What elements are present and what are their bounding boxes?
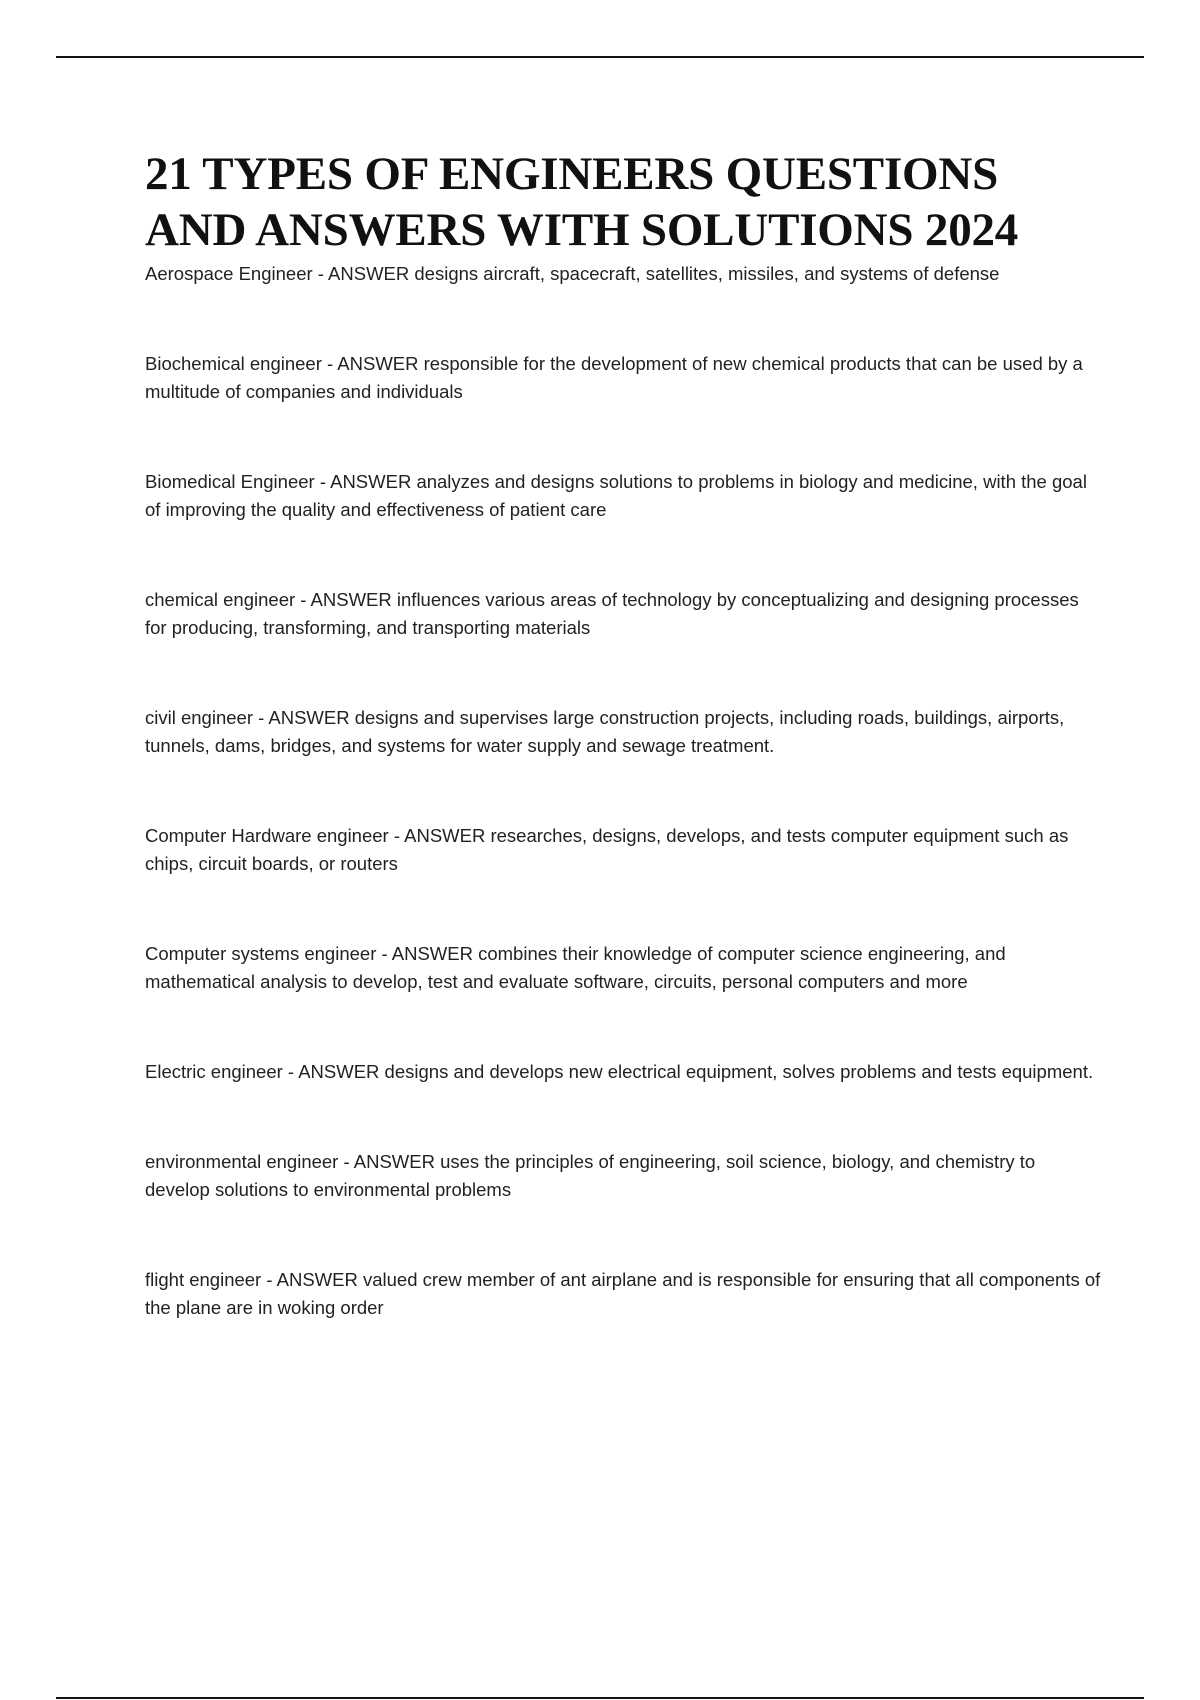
qa-item: Electric engineer - ANSWER designs and develops new electrical equipment, solves problems and tests equipment. — [145, 1061, 1094, 1082]
document-title — [145, 146, 1105, 258]
qa-item: Computer Hardware engineer - ANSWER researches, designs, develops, and tests computer equipment such as chips, circuit boards, or routers — [145, 825, 1069, 874]
qa-item: Biochemical engineer - ANSWER responsible for the development of new chemical products that can be used by a multitude of companies and individuals — [145, 353, 1083, 402]
qa-item: Biomedical Engineer - ANSWER analyzes and designs solutions to problems in biology and medicine, with the goal of improving the quality and effectiveness of patient care — [145, 471, 1087, 520]
qa-item: Aerospace Engineer - ANSWER designs aircraft, spacecraft, satellites, missiles, and systems of defense — [145, 263, 1000, 284]
qa-item: environmental engineer - ANSWER uses the principles of engineering, soil science, biology, and chemistry to develop solutions to environmental problems — [145, 1151, 1036, 1200]
qa-item: flight engineer - ANSWER valued crew member of ant airplane and is responsible for ensuring that all components of the plane are in woking order — [145, 1269, 1101, 1318]
bottom-divider — [56, 1697, 1144, 1699]
title-line-2: AND ANSWERS WITH SOLUTIONS 2024 — [145, 204, 1019, 256]
qa-item: chemical engineer - ANSWER influences various areas of technology by conceptualizing and designing processes for producing, transforming, and transporting materials — [145, 589, 1079, 638]
title-line-1: 21 TYPES OF ENGINEERS QUESTIONS — [145, 148, 999, 200]
document-body — [145, 146, 1105, 1384]
top-divider — [56, 56, 1144, 58]
qa-item: Computer systems engineer - ANSWER combines their knowledge of computer science engineering, and mathematical analysis to develop, test and evaluate software, circuits, personal computers and more — [145, 943, 1006, 992]
qa-list — [145, 260, 1105, 1322]
qa-item: civil engineer - ANSWER designs and supervises large construction projects, including roads, buildings, airports, tunnels, dams, bridges, and systems for water supply and sewage treatment. — [145, 707, 1065, 756]
